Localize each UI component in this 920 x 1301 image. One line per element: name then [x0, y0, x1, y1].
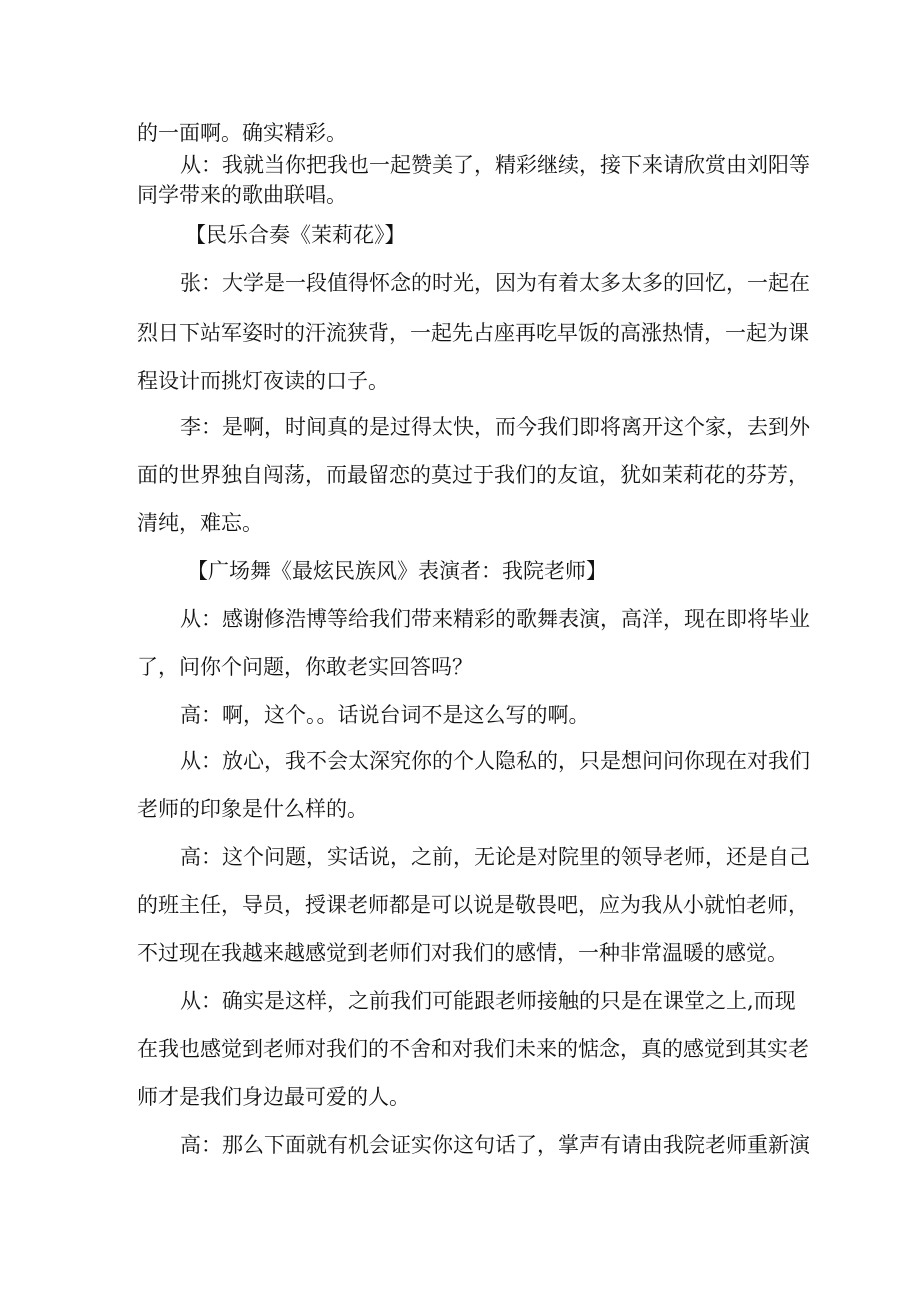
text-line: 高：那么下面就有机会证实你这句话了，掌声有请由我院老师重新演 — [180, 1133, 810, 1157]
text-line: 高：啊，这个。。话说台词不是这么写的啊。 — [180, 703, 590, 727]
text-line: 从：感谢修浩博等给我们带来精彩的歌舞表演，高洋，现在即将毕业 — [180, 607, 810, 631]
text-line: 不过现在我越来越感觉到老师们对我们的感情，一种非常温暖的感觉。 — [137, 941, 788, 965]
text-line: 在我也感觉到老师对我们的不舍和对我们未来的惦念，真的感觉到其实老 — [137, 1037, 809, 1061]
text-line: 李：是啊，时间真的是过得太快，而今我们即将离开这个家，去到外 — [180, 415, 810, 439]
text-line: 老师的印象是什么样的。 — [137, 797, 368, 821]
text-line: 清纯，难忘。 — [137, 511, 263, 535]
section-heading: 【民乐合奏《茉莉花》】 — [185, 223, 406, 247]
text-line: 同学带来的歌曲联唱。 — [137, 183, 347, 207]
text-line: 从：放心，我不会太深究你的个人隐私的，只是想问问你现在对我们 — [180, 749, 810, 773]
text-line: 程设计而挑灯夜读的口子。 — [137, 369, 389, 393]
text-line: 面的世界独自闯荡，而最留恋的莫过于我们的友谊，犹如茉莉花的芬芳， — [137, 463, 809, 487]
text-line: 从：确实是这样，之前我们可能跟老师接触的只是在课堂之上,而现 — [180, 989, 796, 1013]
text-line: 烈日下站军姿时的汗流狭背，一起先占座再吃早饭的高涨热情，一起为课 — [137, 321, 809, 345]
text-line: 从：我就当你把我也一起赞美了，精彩继续，接下来请欣赏由刘阳等 — [180, 153, 810, 177]
text-line: 师才是我们身边最可爱的人。 — [137, 1085, 410, 1109]
text-line: 的一面啊。确实精彩。 — [137, 121, 347, 145]
text-line: 了，问你个问题，你敢老实回答吗？ — [137, 655, 473, 679]
text-line: 的班主任，导员，授课老师都是可以说是敬畏吧，应为我从小就怕老师， — [137, 893, 809, 917]
text-line: 高：这个问题，实话说，之前，无论是对院里的领导老师，还是自己 — [180, 845, 810, 869]
section-heading: 【广场舞《最炫民族风》表演者：我院老师】 — [187, 559, 607, 583]
text-line: 张：大学是一段值得怀念的时光，因为有着太多太多的回忆，一起在 — [180, 271, 810, 295]
